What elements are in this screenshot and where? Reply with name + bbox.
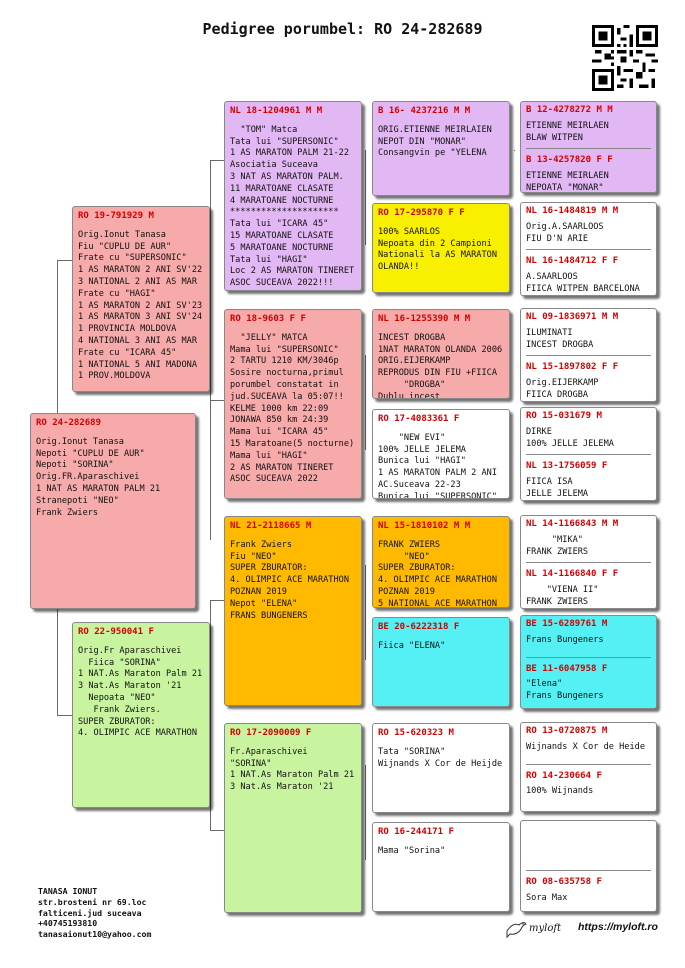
- pigeon-notes: [526, 171, 651, 193]
- note-line: 4. OLIMPIC ACE MARATHON: [378, 575, 497, 586]
- note-line: SUPER ZBURATOR:: [230, 563, 308, 574]
- gen4-card-6[interactable]: [520, 615, 657, 709]
- gen4-card-1[interactable]: [520, 101, 657, 193]
- ring-number: NL 14-1166840 F F: [526, 569, 619, 580]
- note-line: Fiu "NEO": [230, 551, 277, 562]
- note-line: 100% Wijnands: [526, 786, 594, 797]
- note-line: "NEO": [378, 551, 430, 562]
- note-line: 1 AS MARATON PALM 21-22: [230, 148, 349, 159]
- note-line: 1 PROV.MOLDOVA: [78, 371, 151, 382]
- gen2-card-2[interactable]: [224, 309, 362, 499]
- pigeon-notes: [526, 535, 651, 559]
- gen3-card-7[interactable]: [372, 723, 510, 813]
- ring-number: B 12-4278272 M M: [526, 105, 613, 115]
- pigeon-notes: [526, 272, 651, 296]
- note-line: AC.Suceava 22-23: [378, 479, 461, 490]
- ring-number: NL 14-1166843 M M: [526, 519, 619, 529]
- ring-number: RO 17-295870 F F: [378, 208, 465, 218]
- note-line: 4 MARATOANE NOCTURNE: [230, 195, 334, 206]
- note-line: A.SAARLOOS: [526, 272, 578, 283]
- note-line: Mama lui "ICARA 45": [230, 427, 329, 438]
- note-line: FRANS BUNGENERS: [230, 610, 308, 621]
- note-line: FRANK ZWIERS: [526, 546, 589, 557]
- gen4-card-5[interactable]: [520, 515, 657, 609]
- ring-number: BE 11-6047958 F: [526, 663, 608, 674]
- pigeon-notes: [526, 893, 651, 905]
- note-line: ILUMINATI: [526, 327, 573, 338]
- connector-line: [210, 600, 224, 601]
- pigeon-notes: [526, 742, 651, 754]
- pigeon-notes: [78, 230, 204, 383]
- ring-number: RO 16-244171 F: [378, 827, 454, 837]
- note-line: Bunica lui "SUPERSONIC": [378, 491, 497, 499]
- pigeon-notes: [526, 477, 651, 501]
- note-line: 1 NAT.As Maraton Palm 21: [230, 770, 355, 781]
- pigeon-notes: [378, 641, 504, 653]
- note-line: Nepoata "NEO": [78, 692, 156, 703]
- connector-line: [57, 715, 72, 716]
- note-line: OLANDA!!: [378, 262, 420, 273]
- connector-line: [365, 565, 366, 660]
- note-line: "JELLY" MATCA: [230, 332, 308, 343]
- note-line: Orig.EIJERKAMP: [526, 378, 599, 389]
- note-line: +40745193810: [38, 918, 98, 929]
- pigeon-notes: [526, 378, 651, 402]
- note-line: Tata lui "HAGI": [230, 254, 308, 265]
- note-line: POZNAN 2019: [230, 586, 287, 597]
- website-link[interactable]: https://myloft.ro: [578, 921, 658, 933]
- note-line: "NEW EVI": [378, 432, 446, 443]
- ring-number: NL 15-1810102 M M: [378, 521, 471, 531]
- note-line: FIICA DROGBA: [526, 389, 589, 400]
- connector-line: [210, 830, 224, 831]
- pigeon-notes: [526, 635, 651, 647]
- note-line: Loc 2 AS MARATON TINERET: [230, 266, 355, 277]
- pigeon-notes: [378, 433, 504, 499]
- note-line: Orig.Ionut Tanasa: [78, 229, 166, 240]
- ring-number: NL 13-1756059 F: [526, 461, 608, 472]
- note-line: TANASA IONUT: [38, 886, 98, 896]
- note-line: 1 AS MARATON 3 ANI SV'24: [78, 312, 203, 323]
- note-line: FRANK ZWIERS: [378, 539, 441, 550]
- connector-line: [365, 150, 366, 245]
- note-line: KELME 1000 km 22:09: [230, 403, 329, 414]
- note-line: 1 AS MARATON PALM 2 ANI: [378, 468, 497, 479]
- myloft-logo: [505, 919, 575, 941]
- pigeon-notes: [526, 427, 651, 451]
- note-line: 5 MARATOANE NOCTURNE: [230, 242, 334, 253]
- ring-number: RO 08-635758 F: [526, 877, 602, 887]
- connector-line: [210, 160, 211, 540]
- note-line: 1 NAT AS MARATON PALM 21: [36, 483, 161, 494]
- pigeon-notes: [378, 125, 504, 160]
- sire-card[interactable]: [72, 206, 210, 392]
- gen4-card-4[interactable]: [520, 407, 657, 501]
- pigeon-notes: [378, 227, 504, 274]
- gen4-card-8[interactable]: [520, 820, 657, 912]
- ring-number: BE 20-6222318 F: [378, 622, 460, 632]
- ring-number: NL 09-1836971 M M: [526, 312, 619, 322]
- pigeon-notes: [230, 125, 356, 290]
- ring-number: NL 16-1255390 M M: [378, 314, 471, 324]
- gen4-card-2[interactable]: [520, 202, 657, 296]
- note-line: 100% SAARLOS: [378, 226, 441, 237]
- note-line: NEPOT DIN "MONAR": [378, 136, 466, 147]
- gen2-card-3[interactable]: [224, 516, 362, 706]
- note-line: Frans Bungeners: [526, 691, 604, 702]
- gen3-card-5[interactable]: [372, 516, 510, 608]
- pigeon-notes: [230, 540, 356, 623]
- note-line: 1 NAT.As Maraton Palm 21: [78, 669, 203, 680]
- note-line: *********************: [230, 207, 339, 218]
- note-line: Frank Zwiers.: [78, 704, 161, 715]
- pigeon-notes: [36, 437, 190, 520]
- note-line: Fr.Aparaschivei: [230, 746, 308, 757]
- note-line: 3 Nat.As Maraton '21: [230, 782, 334, 793]
- pigeon-icon: [505, 919, 527, 939]
- gen3-card-8[interactable]: [372, 822, 510, 912]
- note-line: Frans Bungeners: [526, 634, 604, 645]
- note-line: Frate cu "HAGI": [78, 288, 156, 299]
- note-line: Stranepoti "NEO": [36, 495, 119, 506]
- note-line: 4. OLIMPIC ACE MARATHON: [78, 728, 197, 739]
- ring-number: RO 17-4083361 F: [378, 414, 460, 424]
- ring-number: NL 15-1897802 F F: [526, 362, 619, 373]
- note-line: Tata lui "ICARA 45": [230, 219, 329, 230]
- note-line: Mama "Sorina": [378, 845, 446, 856]
- pigeon-notes: [526, 585, 651, 609]
- connector-line: [514, 150, 515, 151]
- note-line: 15 MARATOANE CLASATE: [230, 230, 334, 241]
- note-line: "TOM" Matca: [230, 124, 298, 135]
- ring-number: NL 16-1484819 M M: [526, 206, 619, 216]
- gen3-card-6[interactable]: [372, 617, 510, 707]
- note-line: Wijnands X Cor de Heijde: [378, 758, 503, 769]
- breeder-contact: [38, 886, 151, 940]
- note-line: 3 NATIONAL 2 ANI AS MAR: [78, 276, 197, 287]
- note-line: Nepoti "CUPLU DE AUR": [36, 448, 145, 459]
- note-line: Orig.Ionut Tanasa: [36, 436, 124, 447]
- note-line: 11 MARATOANE CLASATE: [230, 183, 334, 194]
- connector-line: [57, 260, 72, 261]
- ring-number: NL 16-1484712 F F: [526, 256, 619, 267]
- pigeon-notes: [526, 786, 651, 798]
- note-line: Tata "SORINA": [378, 746, 446, 757]
- connector-line: [365, 765, 366, 860]
- note-line: Asociatia Suceava: [230, 160, 318, 171]
- ring-number: RO 19-791929 M: [78, 211, 154, 221]
- pigeon-notes: [230, 333, 356, 486]
- ring-number: RO 15-620323 M: [378, 728, 454, 738]
- note-line: Nepoata din 2 Campioni: [378, 238, 492, 249]
- note-line: SUPER ZBURATOR:: [378, 563, 456, 574]
- note-line: 100% JELLE JELEMA: [378, 444, 466, 455]
- note-line: Orig.A.SAARLOOS: [526, 221, 604, 232]
- gen3-card-2[interactable]: [372, 203, 510, 293]
- gen3-card-4[interactable]: [372, 409, 510, 499]
- note-line: INCEST DROGBA: [378, 332, 446, 343]
- note-line: Mama lui "SUPERSONIC": [230, 344, 339, 355]
- note-line: ORIG.ETIENNE MEIRLAIEN: [378, 124, 492, 135]
- note-line: 5 NATIONAL ACE MARATHON: [378, 598, 497, 608]
- pigeon-notes: [526, 222, 651, 246]
- connector-line: [210, 600, 211, 830]
- note-line: JONAWA 850 km 24:39: [230, 415, 329, 426]
- note-line: NEPOATA "MONAR": [526, 182, 604, 193]
- pigeon-notes: [526, 121, 651, 145]
- ring-number: RO 14-230664 F: [526, 770, 602, 781]
- note-line: Frank Zwiers: [230, 539, 293, 550]
- note-line: Sosire nocturna,primul: [230, 368, 344, 379]
- note-line: Frate cu "SUPERSONIC": [78, 253, 187, 264]
- note-line: ETIENNE MEIRLAEN: [526, 171, 609, 182]
- note-line: Orig.Fr Aparaschivei: [78, 645, 182, 656]
- ring-number: RO 15-031679 M: [526, 411, 602, 421]
- note-line: Frank Zwiers: [36, 507, 99, 518]
- note-line: Consangvin pe "YELENA: [378, 148, 487, 159]
- ring-number: RO 18-9603 F F: [230, 314, 306, 324]
- note-line: Orig.FR.Aparaschivei: [36, 472, 140, 483]
- ring-number: B 13-4257820 F F: [526, 155, 613, 166]
- gen2-card-4[interactable]: [224, 723, 362, 913]
- pigeon-notes: [526, 328, 651, 352]
- note-line: Frate cu "ICARA 45": [78, 347, 177, 358]
- note-line: POZNAN 2019: [378, 586, 435, 597]
- note-line: 100% JELLE JELEMA: [526, 438, 614, 449]
- note-line: jud.SUCEAVA la 05:07!!: [230, 391, 344, 402]
- note-line: "DROGBA": [378, 379, 446, 390]
- note-line: Nationali la AS MARATON: [378, 250, 497, 261]
- ring-number: NL 18-1204961 M M: [230, 106, 323, 116]
- note-line: porumbel constatat in: [230, 379, 339, 390]
- qr-code-icon: [592, 25, 658, 91]
- ring-number: RO 13-0720875 M: [526, 726, 608, 736]
- connector-line: [210, 400, 224, 401]
- note-line: Fiica "SORINA": [78, 657, 161, 668]
- note-line: 2 TARTU 1210 KM/3046p: [230, 356, 339, 367]
- note-line: Sora Max: [526, 892, 568, 903]
- note-line: 1 PROVINCIA MOLDOVA: [78, 324, 177, 335]
- note-line: FRANK ZWIERS: [526, 596, 589, 607]
- pigeon-notes: [230, 747, 356, 794]
- note-line: SUPER ZBURATOR:: [78, 716, 156, 727]
- pigeon-notes: [78, 646, 204, 740]
- ring-number: B 16- 4237216 M M: [378, 106, 471, 116]
- note-line: Nepoti "SORINA": [36, 460, 114, 471]
- note-line: FIU D'N ARIE: [526, 233, 589, 244]
- note-line: JELLE JELEMA: [526, 488, 589, 499]
- note-line: Nepot "ELENA": [230, 598, 298, 609]
- ring-number: NL 21-2118665 M: [230, 521, 312, 531]
- gen2-card-1[interactable]: [224, 101, 362, 291]
- ring-number: RO 24-282689: [36, 418, 102, 428]
- ring-number: BE 15-6289761 M: [526, 619, 608, 629]
- note-line: Wijnands X Cor de Heide: [526, 741, 645, 752]
- note-line: Bunica lui "HAGI": [378, 456, 466, 467]
- ring-number: RO 17-2090009 F: [230, 728, 312, 738]
- note-line: ORIG.EIJERKAMP: [378, 356, 451, 367]
- note-line: 15 Maratoane(5 nocturne): [230, 438, 355, 449]
- note-line: Dublu incest: [378, 391, 441, 399]
- page-title: Pedigree porumbel: RO 24-282689: [202, 20, 483, 38]
- note-line: 1 AS MARATON 2 ANI SV'23: [78, 300, 203, 311]
- gen4-card-7[interactable]: [520, 722, 657, 812]
- note-line: "SORINA": [230, 758, 272, 769]
- note-line: ASOC SUCEAVA 2022!!!: [230, 278, 334, 289]
- note-line: Mama lui "HAGI": [230, 450, 308, 461]
- note-line: "MIKA": [526, 534, 583, 545]
- gen3-card-1[interactable]: [372, 101, 510, 196]
- note-line: FIICA ISA: [526, 477, 573, 488]
- note-line: 4. OLIMPIC ACE MARATHON: [230, 575, 349, 586]
- gen3-card-3[interactable]: [372, 309, 510, 399]
- note-line: tanasaionut10@yahoo.com: [38, 929, 152, 940]
- note-line: ASOC SUCEAVA 2022: [230, 474, 318, 485]
- note-line: ETIENNE MEIRLAEN: [526, 120, 609, 131]
- note-line: REPRODUS DIN FIU +FIICA: [378, 368, 497, 379]
- note-line: 1 AS MARATON 2 ANI SV'22: [78, 265, 203, 276]
- note-line: 1NAT MARATON OLANDA 2006: [378, 344, 503, 355]
- pigeon-notes: [378, 846, 504, 858]
- note-line: INCEST DROGBA: [526, 339, 594, 350]
- note-line: 4 NATIONAL 3 ANI AS MAR: [78, 335, 197, 346]
- pigeon-notes: [378, 540, 504, 608]
- ring-number: RO 22-950041 F: [78, 627, 154, 637]
- subject-pigeon-card[interactable]: [30, 413, 196, 609]
- note-line: Fiica "ELENA": [378, 640, 446, 651]
- note-line: 2 AS MARATON TINERET: [230, 462, 334, 473]
- note-line: Fiu "CUPLU DE AUR": [78, 241, 172, 252]
- note-line: falticeni.jud suceava: [38, 907, 142, 918]
- note-line: str.brosteni nr 69.loc: [38, 896, 147, 907]
- note-line: Tata lui "SUPERSONIC": [230, 136, 339, 147]
- logo-text: myloft: [529, 923, 562, 934]
- connector-line: [365, 355, 366, 450]
- pigeon-notes: [378, 747, 504, 771]
- pigeon-notes: [378, 333, 504, 399]
- gen4-card-3[interactable]: [520, 308, 657, 402]
- note-line: 3 Nat.As Maraton '21: [78, 681, 182, 692]
- dam-card[interactable]: [72, 622, 210, 808]
- note-line: DIRKE: [526, 426, 552, 437]
- note-line: BLAW WITPEN: [526, 132, 583, 143]
- note-line: 1 NATIONAL 5 ANI MADONA: [78, 359, 197, 370]
- pigeon-notes: [526, 679, 651, 703]
- note-line: 3 NAT AS MARATON PALM.: [230, 171, 344, 182]
- connector-line: [210, 160, 224, 161]
- connector-line: [57, 260, 58, 418]
- note-line: "VIENA II": [526, 585, 599, 596]
- note-line: FIICA WITPEN BARCELONA: [526, 283, 640, 294]
- note-line: "Elena": [526, 679, 563, 690]
